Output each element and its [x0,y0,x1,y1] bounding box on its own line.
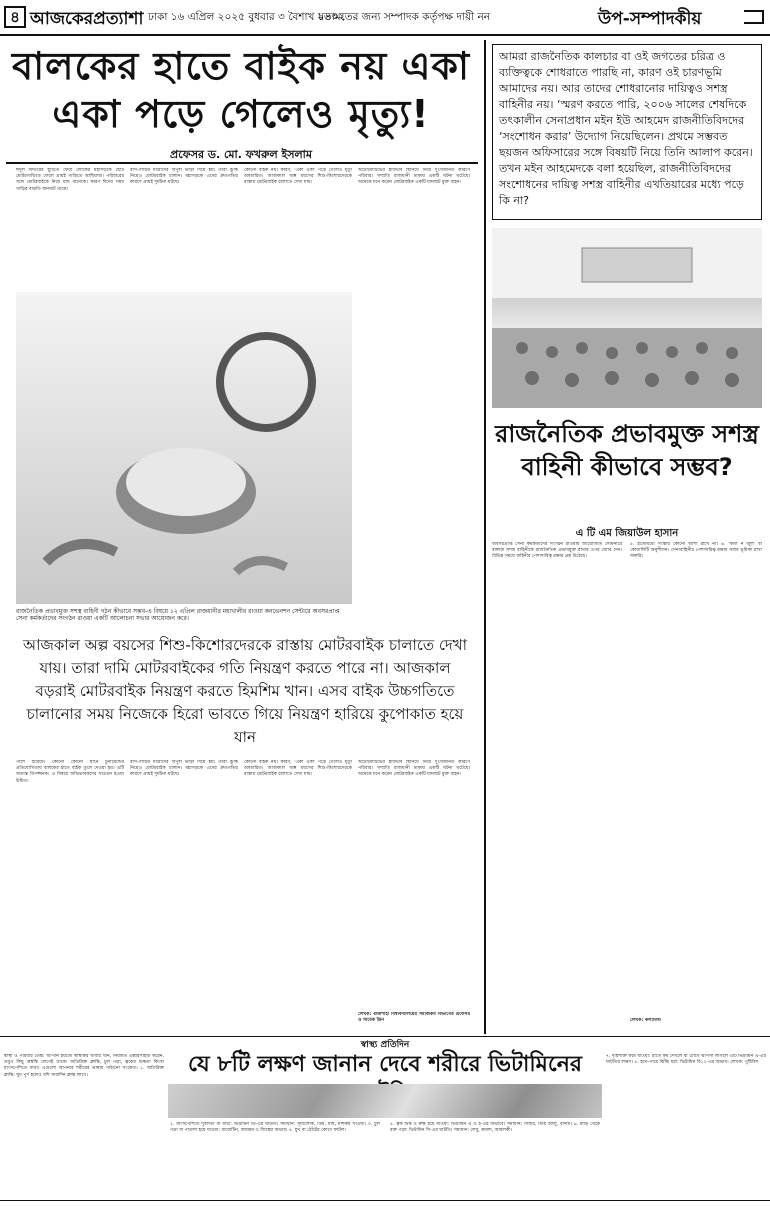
page-number: ৪ [4,6,26,28]
section-title: উপ-সম্পাদকীয় [598,9,702,29]
masthead-logo[interactable] [30,6,143,34]
article2-quote-box: আমরা রাজনৈতিক কালচার বা ওই জগতের চরিত্র ও ব্যক্তিত্বকে শোধরাতে পারছি না, কারণ ওই চারণভূমি আমাদের নয়। আর তাদের শোধরানোর দায়িত্বও সশস্ত্র বাহিনীর নয়। ‘স্মরণ করতে পারি, ২০০৬ সালের শেষদিকে তৎকালীন সেনাপ্রধান মইন ইউ আহমেদ রাজনীতিবিদদের ‘সংশোধন করার’ উদ্যোগ নিয়েছিলেন। প্রথমে সম্ভবত ছয়জন অফিসারের সঙ্গে বিষয়টি নিয়ে তিনি আলাপ করেন। তখন মইন আহমেদকে বলা হয়েছিল, রাজনীতিবিদদের সংশোধনের দায়িত্ব সশস্ত্র বাহিনীর এখতিয়ারের মধ্যে পড়ে কি না? [492,44,762,220]
seminar-photo [492,228,762,408]
article1-author-note: লেখক: রাজশাহী বিশ্ববিদ্যালয়ের সমাজকর্ম বিভাগের প্রফেসর ও সাবেক ডিন [358,1012,470,1024]
page-footer-rule [0,1200,770,1206]
article1-col3: কোনো বাইক নয়। কারণ, 'একা একা' পড়ে গেলেও মৃত্যু অবধারিত। আজকাল অল্প বয়সের শিশু-কিশোরদেরকে রাস্তায় মোটরবাইক চালাতে দেখা যায়। [244,168,352,186]
article1-col4: অটোমোটিভের হাবভাব ছিনিয়ে নিয়ে দুঃখজনিত কারণে পরিবার। সম্প্রতি রাজধানী ঢাকায় একটি ঘটনা ঘটেছে। অনেকে মনে করেন মোটরবাইক একটি যানজট মুক্ত বাহন। [358,168,470,186]
health-col2: ২. মাংসপেশিতে দুর্বলতা বা ব্যথা: ভিটামিন ডি-এর ঘাটতি। সমাধান: সূর্যালোক, ডিম, মাছ, মাশরুম খাওয়া। ৩. চুল পড়া বা পাতলা হয়ে যাওয়া: বায়োটিন, আয়রন ও জিঙ্কের অভাব। ৪. মুখ বা ঠোঁটের কোণে ফাটল। [170,1122,380,1134]
article2-headline: রাজনৈতিক প্রভাবমুক্ত সশস্ত্র বাহিনী কীভাবে সম্ভব? [495,420,759,481]
article1-col2: বাস-গাড়ির যাত্রীদের বিপুল ভাড়া দিয়ে হয়। তারা ঝুঁকি নিয়েও মোটরবাইক চালান। মহাসড়কে এদের দ্রুতগতির কারণে প্রায়ই দুর্ঘটনা ঘটছে। [130,168,238,186]
main-byline: প্রফেসর ড. মো. ফখরুল ইসলাম [170,148,312,161]
disclaimer: মতামতের জন্য সম্পাদক কর্তৃপক্ষ দায়ী নন [318,11,491,23]
main-headline: বালকের হাতে বাইক নয় একা একা পড়ে গেলেও মৃত্যু! [11,44,471,136]
health-section-band: স্বাস্থ্য প্রতিদিন [0,1036,770,1050]
logo-prefix: আজকের [30,9,94,29]
health-headline: যে ৮টি লক্ষণ জানান দেবে শরীরে ভিটামিনের [188,1052,582,1077]
section-arrow-icon [744,10,764,24]
helmet-illustration [16,292,352,604]
dateline: ঢাকা ১৬ এপ্রিল ২০২৫ বুধবার ৩ বৈশাখ ১৪৩২ [148,11,346,23]
article1-lower-col4: অটোমোটিভের হাবভাব ছিনিয়ে নিয়ে দুঃখজনিত কারণে পরিবার। সম্প্রতি রাজধানী ঢাকায় একটি ঘটনা ঘটেছে। অনেকে মনে করেন মোটরবাইক একটি যানজট মুক্ত বাহন। [358,760,470,778]
article1-lower-col2: বাস-গাড়ির যাত্রীদের বিপুল ভাড়া দিয়ে হয়। তারা ঝুঁকি নিয়েও মোটরবাইক চালান। মহাসড়কে এদের দ্রুতগতির কারণে প্রায়ই দুর্ঘটনা ঘটছে। [130,760,238,778]
pull-quote: আজকাল অল্প বয়সের শিশু-কিশোরদেরকে রাস্তায় মোটরবাইক চালাতে দেখা যায়। তারা দামি মোটরবাইকের গতি নিয়ন্ত্রণ করতে পারে না। আজকাল বড়রাই মোটরবাইক নিয়ন্ত্রণ করতে হিমশিম খান। এসব বাইক উচ্চগতিতে চালানোর সময় নিজেকে হিরো ভাবতে গিয়ে নিয়ন্ত্রণ হারিয়ে কুপোকাত হয়ে যান [22,636,468,746]
article2-byline: এ টি এম জিয়াউল হাসান [575,528,679,539]
food-photo [168,1084,602,1118]
column-divider [484,40,486,1034]
article2-col-left: অবসরপ্রাপ্ত সেনা কর্মকর্তাদের সংগঠন রাওয়ায় আয়োজিত সেমিনারে বক্তারা সশস্ত্র বাহিনীকে রাজনৈতিক প্রভাবমুক্ত রাখার ওপর জোর দেন। বিভিন্ন সময়ে বাহিনীর পেশাদারিত্ব রক্ষার প্রশ্ন উঠেছে। [492,542,622,560]
logo-accent: প্রত্যাশা [93,9,144,29]
health-col3: ৫. ত্বক শুষ্ক ও রুক্ষ হয়ে যাওয়া: ভিটামিন এ ও ই-এর অভাবে। সমাধান: গাজর, মিষ্টি আলু, বাদাম। ৬. মাড়ি থেকে রক্ত পড়া: ভিটামিন সি-এর ঘাটতি। সমাধান: লেবু, কমলা, আমলকী। [390,1122,600,1134]
motorbike-helmet-photo [16,292,352,604]
health-col4: ৭. দৃষ্টিশক্তি কমে যাওয়া: রাতে কম দেখলে বা চোখে ঝাপসা লাগলে এটি ভিটামিন এ-এর ঘাটতির লক্ষণ। ৮. হাত-পায়ে ঝিঁঝি ধরা: ভিটামিন বি১২-এর অভাব। লেখক: পুষ্টিবিদ [606,1054,766,1066]
article1-lower-col3: কোনো বাইক নয়। কারণ, 'একা একা' পড়ে গেলেও মৃত্যু অবধারিত। আজকাল অল্প বয়সের শিশু-কিশোরদেরকে রাস্তায় মোটরবাইক চালাতে দেখা যায়। [244,760,352,778]
article2-author-note: লেখক: কলামিস্ট [630,1018,661,1023]
seminar-hall-illustration [492,228,762,408]
health-col1: স্বাস্থ্য ও পরিবার ডেস্ক: আপনি হয়তো স্বাস্থ্যকর খাবার খান, নিয়মিত এক্সারসাইজ করেন, তবুও কিছু অস্বস্তি লেগেই থাকে। অতিরিক্ত ক্লান্তি, চুল পড়া, ত্বকের শুষ্কতা কিংবা মাংসপেশিতে ব্যথা। এগুলো আপনার শরীরের ভাষায় পাঠানো সংকেত। ১. অতিরিক্ত ক্লান্তি: ঘুম পূর্ণ হলেও যদি সারাদিন ক্লান্ত লাগে। [4,1054,164,1078]
article1-col1: ঈদুল ফিতরের ছুটিতে ফেরা লোকের মহাসড়কে ছোট মোটরগাড়িতে ফেলে প্রায়ই গাড়িতে আছিয়াজ। পরিবারের সঙ্গে মোটরবাইকে নিয়ে যায় অনেকে। কারণ ঈদের সময় গাড়ির বাড়তি যানজট থাকে। [16,168,124,192]
article1-lower-col1: পাশে চিবিয়ে। কোনো কোনো স্থানে টুর্নামেন্টের প্রতিযোগিতায় বালকের হাতে বাইক তুলে দেওয়া হয়। এটি অত্যন্ত বিপজ্জনক। এ বিষয়ে অভিভাবকদের সচেতন হওয়া উচিত। [16,760,124,784]
photo-caption: রাজনৈতিক প্রভাবমুক্ত সশস্ত্র বাহিনী গঠন কীভাবে সম্ভব-এ বিষয়ে ১২ এপ্রিল রাজধানীর মহাখালীর রাওয়া কনভেনশন সেন্টারে অবসরপ্রাপ্ত সেনা কর্মকর্তাদের সংগঠন রাওয়া একটি আলোচনা সভার আয়োজন করে। [16,608,340,622]
article2-col-right: ৫. ইতোমধ্যে সংস্কার কোনো আশা রাখে না। ৬. 'কাল ন জুল' বা কোয়ালিটি অনুশীলন। সেনাবাহিনীর পেশাদারিত্ব রক্ষায় সবার ভূমিকা রাখা জরুরি। [630,542,762,560]
